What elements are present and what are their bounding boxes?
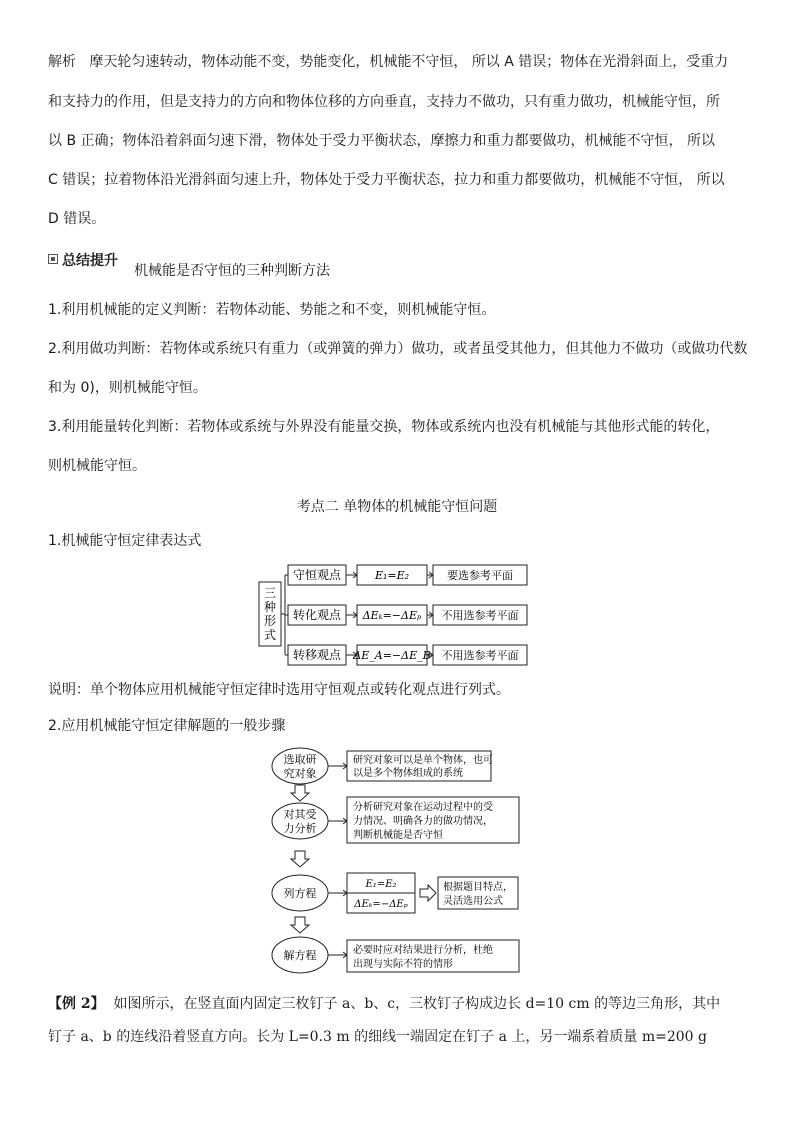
arrow-step-1: [328, 763, 347, 769]
step-3-formula-b: ΔEₖ=−ΔEₚ: [354, 899, 408, 910]
group-char-1: 三: [263, 586, 277, 600]
method-2b: 和为 0)，则机械能守恒。: [48, 380, 207, 396]
summary-icon: [48, 254, 58, 264]
step-2-label-b: 力分析: [283, 822, 317, 835]
step-4-desc-b: 出现与实际不符的情形: [353, 959, 453, 970]
brace-lines: [281, 575, 288, 655]
method-1: 1.利用机械能的定义判断：若物体动能、势能之和不变，则机械能守恒。: [48, 302, 496, 318]
subheading-1: 1.机械能守恒定律表达式: [48, 533, 202, 549]
row-conservation: [288, 565, 527, 585]
arrow-2b: [427, 612, 433, 618]
summary-title: 总结提升: [62, 253, 118, 269]
analysis-label: 解析: [48, 54, 76, 70]
subheading-2: 2.应用机械能守恒定律解题的一般步骤: [48, 718, 286, 734]
formula-2: ΔEₖ=−ΔEₚ: [362, 609, 422, 622]
step-2-label-a: 对其受: [283, 808, 317, 821]
section-heading: 考点二 单物体的机械能守恒问题: [296, 499, 498, 515]
down-arrow-2: [291, 851, 309, 867]
down-arrow-3: [291, 917, 309, 933]
arrow-step-4: [328, 952, 347, 958]
analysis-line-5: D 错误。: [48, 211, 106, 227]
right-arrow-step-3: [420, 885, 436, 901]
arrow-step-3: [328, 890, 347, 896]
view-label-3: 转移观点: [292, 648, 342, 662]
example-text-1: 如图所示，在竖直面内固定三枚钉子 a、b、c，三枚钉子构成边长 d=10 cm 的等边三角形，其中: [113, 996, 721, 1012]
analysis-line-1: [48, 52, 728, 72]
step-4-label: 解方程: [283, 949, 317, 962]
arrow-step-2: [328, 818, 347, 824]
row-transformation: [288, 605, 527, 625]
note-2: 不用选参考平面: [441, 609, 519, 622]
example-line-1: [48, 994, 720, 1014]
arrow-2a: [346, 612, 357, 618]
step-1-desc-b: 以是多个物体组成的系统: [353, 768, 463, 779]
summary-subtitle: 机械能是否守恒的三种判断方法: [134, 263, 330, 279]
view-label-2: 转化观点: [292, 608, 342, 622]
formula-1: E₁=E₂: [374, 569, 410, 582]
step-3-desc-a: 根据题目特点，: [443, 882, 513, 893]
expression-diagram: [255, 560, 535, 670]
method-2a: 2.利用做功判断：若物体或系统只有重力（或弹簧的弹力）做功，或者虽受其他力，但其他力不做功（或做功代数: [48, 341, 748, 357]
step-2-desc-c: 判断机械能是否守恒: [353, 830, 443, 841]
step-1-label-b: 究对象: [283, 767, 317, 780]
step-3-formula-a: E₁=E₂: [365, 879, 397, 890]
formula-3: ΔE_A=−ΔE_B: [353, 649, 431, 662]
analysis-line-4: C 错误；拉着物体沿光滑斜面匀速上升，物体处于受力平衡状态，拉力和重力都要做功，机械能不守恒， 所以: [48, 172, 725, 188]
step-2-desc-a: 分析研究对象在运动过程中的受: [353, 802, 493, 813]
note-line: 说明：单个物体应用机械能守恒定律时选用守恒观点或转化观点进行列式。: [48, 682, 510, 698]
note-3: 不用选参考平面: [441, 649, 519, 662]
view-label-1: 守恒观点: [292, 568, 342, 582]
arrow-1b: [427, 572, 433, 578]
step-3-desc-b: 灵活选用公式: [443, 896, 503, 907]
step-4-desc-a: 必要时应对结果进行分析，杜绝: [353, 945, 493, 956]
analysis-text-1: 摩天轮匀速转动，物体动能不变，势能变化，机械能不守恒， 所以 A 错误；物体在光滑斜面上，受重力: [89, 54, 729, 70]
note-1: 要选参考平面: [447, 569, 513, 582]
row-transfer: [288, 645, 527, 665]
arrow-1a: [346, 572, 357, 578]
step-1-label-a: 选取研: [283, 753, 317, 766]
step-1-desc-a: 研究对象可以是单个物体，也可: [353, 755, 493, 766]
method-3b: 则机械能守恒。: [48, 458, 146, 474]
group-char-4: 式: [263, 628, 277, 642]
group-char-3: 形: [263, 614, 277, 628]
step-2-desc-b: 力情况、明确各力的做功情况，: [353, 816, 493, 827]
step-3-label: 列方程: [283, 887, 317, 900]
example-label: 【例 2】: [48, 996, 105, 1012]
method-3a: 3.利用能量转化判断：若物体或系统与外界没有能量交换，物体或系统内也没有机械能与其他形式能的转化，: [48, 419, 720, 435]
analysis-line-3: 以 B 正确；物体沿着斜面匀速下滑，物体处于受力平衡状态，摩擦力和重力都要做功，机械能不守恒， 所以: [48, 133, 715, 149]
down-arrow-1: [291, 785, 309, 801]
example-line-2: 钉子 a、b 的连线沿着竖直方向。长为 L=0.3 m 的细线一端固定在钉子 a 上，另一端系着质量 m=200 g: [48, 1029, 707, 1045]
steps-diagram: [270, 745, 525, 977]
analysis-line-2: 和支持力的作用，但是支持力的方向和物体位移的方向垂直，支持力不做功，只有重力做功，机械能守恒，所: [48, 94, 720, 110]
group-char-2: 种: [263, 600, 277, 614]
